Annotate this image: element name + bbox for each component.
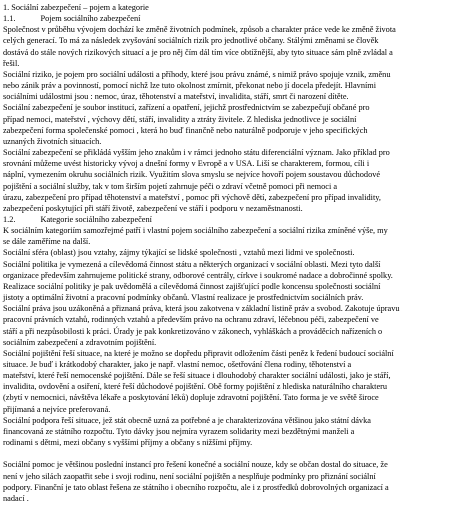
paragraph-line: zabezpečení forma společenské pomoci , která ho buď finančně nebo naturálně podporuje v jeho specifických bbox=[3, 125, 368, 135]
paragraph-line: invalidita, ovdovění a osiření, které řeší důchodové pojištění. Obě formy pojištění z hlediska naturálního charakteru bbox=[3, 382, 388, 392]
paragraph-line: není v jeho silách zaopatřit sebe i svoji rodinu, není sociální pojištěn a nesplňuje podmínky pro přiznání sociální bbox=[3, 471, 376, 481]
paragraph-line: Sociální riziko, je pojem pro sociální události a příhody, které jsou právu známé, s nimiž právo spojuje vznik, změnu bbox=[3, 69, 391, 79]
paragraph-line: Realizace sociální politiky je pak uvědomělá a cílevědomá činnost zajišťující podle koncensu společnosti sociální bbox=[3, 281, 381, 291]
paragraph-line: řešil. bbox=[3, 58, 20, 68]
paragraph-line: přijímaná a nejvíce preferovaná. bbox=[3, 404, 111, 414]
paragraph-line: uznaných životních situacích. bbox=[3, 136, 102, 146]
paragraph-line: sociálními událostmi jsou : nemoc, úraz, těhotenství a mateřství, invalidita, stáří, smrt či narození dítěte. bbox=[3, 92, 349, 102]
paragraph-line: pojištění a sociální služby, tak v tom širším pojetí zahrnuje péči o zdraví včetně pomoci při nemoci a bbox=[3, 181, 338, 191]
section-number: 1.2. bbox=[3, 214, 16, 224]
paragraph-line: K sociálním kategoriím samozřejmé patří i vlastní pojem sociálního zabezpečení a sociální rizika zmíněné výše, my bbox=[3, 226, 388, 236]
paragraph-line: Sociální pomoc je většinou poslední instancí pro řešení konečné a sociální nouze, kdy se občan dostal do situace, že bbox=[3, 460, 388, 470]
paragraph-line: rodinami s dětmi, mezi občany s vyššími příjmy a občany s nižšími příjmy. bbox=[3, 438, 253, 448]
paragraph-line: Sociální zabezpečení je soubor institucí, zařízení a opatření, jejichž prostřednictvím se zabezpečují občané pro bbox=[3, 103, 370, 113]
paragraph-line: pracovní právních vztahů, rodinných vztahů a především právo na ochranu zdraví, léčebnou péči, zabezpečení ve bbox=[3, 315, 379, 325]
paragraph-line: srovnání můžeme uvést historicky vývoj a dnešní formy v Evropě a v USA. Liší se charakterem, formou, cíli i bbox=[3, 159, 370, 169]
paragraph-line: jistoty a optimální životní a pracovní podmínky občanů. Vlastní realizace je prostřednictvím sociálních práv. bbox=[3, 293, 364, 303]
paragraph-line: Sociální práva jsou uzákoněná a přiznaná práva, která jsou zakotvena v základní listině práv a svobod. Zakotuje úpravu bbox=[3, 304, 400, 314]
paragraph-line: úrazu, zabezpečení pro případ těhotenství a mateřství , pomoc při výchově dětí, zabezpečení pro případ invalidity, bbox=[3, 192, 381, 202]
paragraph-spacer bbox=[3, 448, 448, 459]
paragraph-line: (zbytí v nemocnici, návštěva lékaře a poskytování léků) dopluje zdravotní pojištění. Tato forma je ve světě široce bbox=[3, 393, 379, 403]
paragraph-line: podpory. Finanční je tato oblast řešena ze státního i obecního rozpočtu, ale i z prostředků dobrovolných organizací a bbox=[3, 482, 389, 492]
paragraph-line: se dále zaměříme na další. bbox=[3, 237, 91, 247]
paragraph-line: situace. Je buď i krátkodobý charakter, jako je např. vlastní nemoc, ošetřování člena rodiny, těhotenství a bbox=[3, 360, 352, 369]
section-number: 1.1. bbox=[3, 14, 16, 24]
paragraph-line: náplní, vymezením okruhu sociálních rizik. Využitím slova smyslu se nejvíce hovoří pojem soustavou důchodové bbox=[3, 170, 381, 180]
paragraph-line: dostává do stále nových rizikových situací a je pro něj čím dál tím více obtížnější, aby tyto situace sám plně zvládal a bbox=[3, 47, 393, 57]
paragraph-line: Sociální podpora řeší situace, jež stát obecně uzná za potřebné a je charakterizována většinou jako státní dávka bbox=[3, 415, 371, 425]
paragraph-line: Sociální zabezpečení se přikládá vyšším jeho znakům i v rámci jednoho státu diferenciální význam. Jako příklad pro bbox=[3, 148, 390, 158]
document-heading: 1. Sociální zabezpečení – pojem a kategorie bbox=[3, 3, 149, 12]
paragraph-line: stáří a při nezpůsobilosti k práci. Úrady je pak konkretizováno v zákonech, vyhláškách a prováděcích nařízeních o bbox=[3, 326, 383, 336]
paragraph-line: nebo zánik práv a povinností, pomocí nichž lze tuto okolnost zmírnit, překonat nebo jí docela předejít. Hlavními bbox=[3, 81, 377, 91]
paragraph-line: zabezpečení poskytující při stáří životě, zabezpečení ve stáří i podporu v nezaměstnanosti. bbox=[3, 203, 303, 213]
paragraph-line: mateřství, které řeší nemocenské pojištění. Dále se řeší situace i dlouhodobý charakter sociální události, jako je stáří, bbox=[3, 371, 391, 381]
section-1-heading bbox=[3, 13, 448, 24]
paragraph-line: Sociální sféra (oblast) jsou vztahy, zájmy týkající se lidské společnosti , vztahů mezi lidmi ve společnosti. bbox=[3, 248, 355, 258]
section-2-heading bbox=[3, 214, 448, 225]
paragraph-line: organizace především zahrnujeme politické strany, odborové centrály, církve i soukromé nadace a dobročinné spolky. bbox=[3, 270, 393, 280]
paragraph-line: případ nemoci, mateřství , výchovy dětí, stáří, invalidity a ztráty živitele. Z hlediska jednotlivce je sociální bbox=[3, 114, 357, 124]
section-title: Kategorie sociálního zabezpečení bbox=[40, 214, 152, 224]
paragraph-line: nadací . bbox=[3, 493, 29, 503]
paragraph-line: financovaná ze státního rozpočtu. Tyto dávky jsou nejmíra vyrazem solidarity mezi bezdětnými manželi a bbox=[3, 426, 355, 436]
paragraph-line: Sociální politika je vymezená a cílevědomá činnost státu a některých organizací v sociální oblasti. Mezi tyto další bbox=[3, 259, 381, 269]
paragraph-line: Společnost v průběhu vývojem dochází ke změně životních podmínek, způsob a charakter práce vede ke změně života bbox=[3, 25, 396, 35]
section-title: Pojem sociálního zabezpečení bbox=[40, 14, 141, 24]
paragraph-line: Sociální pojištění řeší situace, na které je možno se dopředu připravit odložením části peněz k ředení budoucí sociální bbox=[3, 348, 394, 358]
paragraph-line: sociálním zabezpečení a zdravotním pojištění. bbox=[3, 337, 157, 347]
paragraph-line: celých generací. To má za následek zvyšování sociálních rizik pro jednotlivé občany. Stálými změnami se člověk bbox=[3, 36, 379, 46]
